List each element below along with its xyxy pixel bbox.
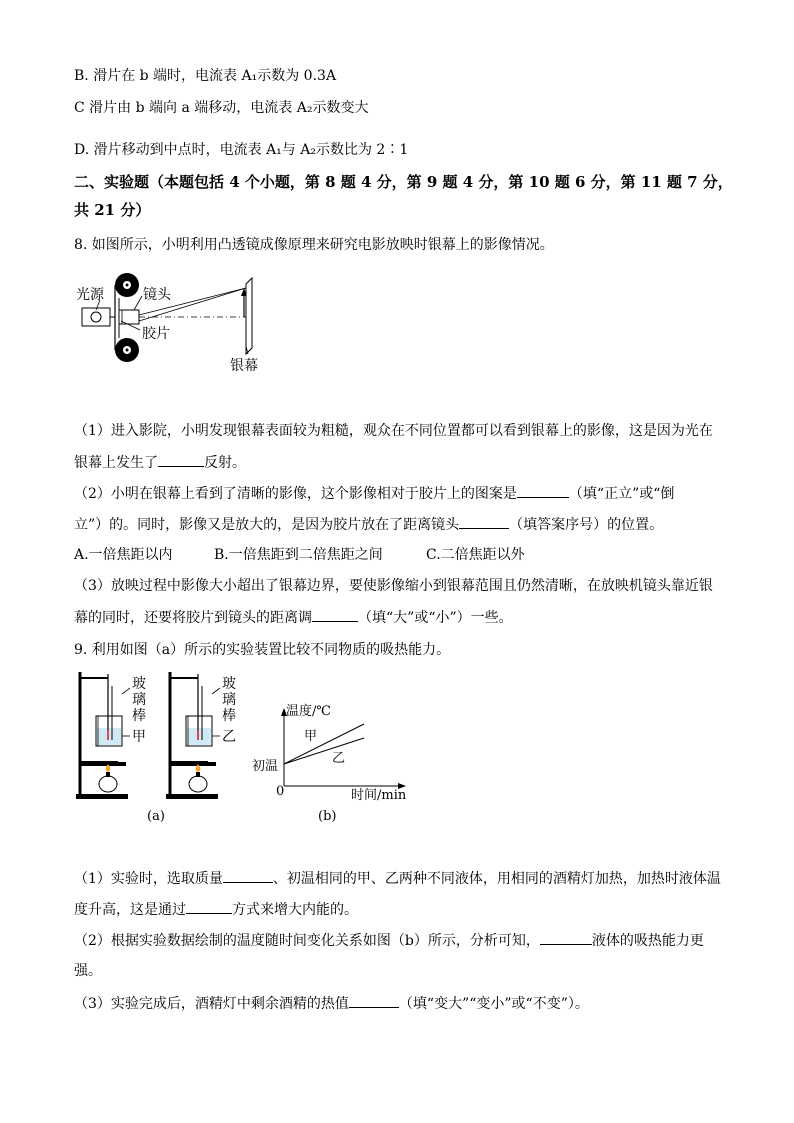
projector-figure bbox=[76, 266, 276, 376]
option-b: B. 滑片在 b 端时，电流表 A₁示数为 0.3A bbox=[74, 68, 337, 84]
q8-p1-text-b: 反射。 bbox=[204, 455, 246, 471]
label-light-source: 光源 bbox=[76, 287, 104, 303]
series-yi-line bbox=[284, 738, 364, 764]
q9-p2-text-a: （2）根据实验数据绘制的温度随时间变化关系如图（b）所示，分析可知， bbox=[74, 933, 540, 949]
q9-p1-line2 bbox=[74, 899, 358, 920]
q9-p1-text-d: 方式来增大内能的。 bbox=[232, 902, 358, 918]
x-axis-label: 时间/min bbox=[351, 788, 407, 803]
q8-choice-b: B.一倍焦距到二倍焦距之间 bbox=[214, 547, 383, 563]
series-jia-line bbox=[284, 724, 364, 764]
q8-answer-blank-2[interactable] bbox=[517, 483, 569, 498]
label-lens: 镜头 bbox=[143, 287, 171, 303]
q9-p1-line1 bbox=[74, 868, 721, 889]
q9-p2-line2: 强。 bbox=[74, 963, 102, 979]
init-temp-label: 初温 bbox=[252, 759, 279, 774]
q8-p2-text-c: 立”）的。同时，影像又是放大的，是因为胶片放在了距离镜头 bbox=[74, 517, 460, 533]
label-screen: 银幕 bbox=[230, 358, 258, 374]
label-rod-2b: 璃 bbox=[222, 692, 236, 708]
q8-p3-text-b: （填“大”或“小”）一些。 bbox=[358, 610, 513, 626]
q9-p2-line1 bbox=[74, 930, 704, 951]
q9-p1-text-b: 、初温相同的甲、乙两种不同液体，用相同的酒精灯加热，加热时液体温 bbox=[272, 871, 721, 887]
option-c: C 滑片由 b 端向 a 端移动，电流表 A₂示数变大 bbox=[74, 100, 369, 116]
q9-p3-line1 bbox=[74, 993, 589, 1014]
temperature-graph bbox=[252, 700, 412, 828]
label-rod-1b: 玻 bbox=[222, 676, 236, 692]
origin-label: 0 bbox=[276, 784, 285, 799]
label-rod-3a: 棒 bbox=[132, 708, 146, 724]
q9-p3-text-a: （3）实验完成后，酒精灯中剩余酒精的热值 bbox=[74, 996, 349, 1012]
q8-p2-line2 bbox=[74, 514, 663, 535]
q8-choice-c: C.二倍焦距以外 bbox=[426, 547, 525, 563]
section-title-line2: 共 21 分） bbox=[74, 201, 151, 219]
q8-answer-blank-1[interactable] bbox=[158, 452, 204, 467]
label-rod-2a: 璃 bbox=[132, 692, 146, 708]
q8-p1-line2 bbox=[74, 452, 246, 473]
q8-p2-text-b: （填“正立”或“倒 bbox=[568, 486, 675, 502]
screen bbox=[246, 278, 252, 354]
apparatus-jia bbox=[76, 672, 130, 799]
q9-answer-blank-2[interactable] bbox=[186, 899, 232, 914]
q8-answer-blank-4[interactable] bbox=[312, 607, 358, 622]
q8-p3-line1: （3）放映过程中影像大小超出了银幕边界，要使影像缩小到银幕范围且仍然清晰，在放映机镜头靠近银 bbox=[74, 578, 713, 594]
caption-b: (b) bbox=[318, 809, 337, 824]
label-film: 胶片 bbox=[142, 326, 170, 342]
q8-p3-line2 bbox=[74, 607, 513, 628]
label-rod-3b: 棒 bbox=[222, 708, 236, 724]
y-axis-label: 温度/℃ bbox=[286, 704, 331, 719]
q8-p2-line1 bbox=[74, 483, 674, 504]
q8-p2-text-a: （2）小明在银幕上看到了清晰的影像，这个影像相对于胶片上的图案是 bbox=[74, 486, 517, 502]
label-liquid-jia: 甲 bbox=[132, 729, 146, 745]
apparatus-figure bbox=[72, 668, 252, 828]
q8-p2-text-d: （填答案序号）的位置。 bbox=[509, 517, 664, 533]
q9-stem: 9. 利用如图（a）所示的实验装置比较不同物质的吸热能力。 bbox=[74, 642, 451, 658]
label-liquid-yi: 乙 bbox=[222, 729, 236, 745]
q8-choice-a: A.一倍焦距以内 bbox=[74, 547, 173, 563]
q9-answer-blank-3[interactable] bbox=[540, 930, 592, 945]
caption-a: (a) bbox=[147, 809, 165, 824]
q9-p1-text-c: 度升高，这是通过 bbox=[74, 902, 186, 918]
q9-answer-blank-1[interactable] bbox=[223, 868, 273, 883]
option-d: D. 滑片移动到中点时，电流表 A₁与 A₂示数比为 2∶1 bbox=[74, 142, 409, 158]
series-jia-label: 甲 bbox=[304, 729, 318, 744]
q8-p3-text-a: 幕的同时，还要将胶片到镜头的距离调 bbox=[74, 610, 312, 626]
section-title-line1: 二、实验题（本题包括 4 个小题，第 8 题 4 分，第 9 题 4 分，第 10 题 6 分，第 11 题 7 分， bbox=[74, 173, 733, 191]
q8-p1-line1: （1）进入影院，小明发现银幕表面较为粗糙，观众在不同位置都可以看到银幕上的影像，这是因为光在 bbox=[74, 423, 713, 439]
q8-choices bbox=[74, 545, 525, 565]
q8-stem: 8. 如图所示，小明利用凸透镜成像原理来研究电影放映时银幕上的影像情况。 bbox=[74, 237, 554, 253]
q8-p1-text-a: 银幕上发生了 bbox=[74, 455, 158, 471]
label-rod-1a: 玻 bbox=[132, 676, 146, 692]
apparatus-yi bbox=[166, 672, 220, 799]
q9-answer-blank-4[interactable] bbox=[349, 993, 399, 1008]
q9-p2-text-b: 液体的吸热能力更 bbox=[591, 933, 704, 949]
q8-answer-blank-3[interactable] bbox=[459, 514, 509, 529]
q9-p1-text-a: （1）实验时，选取质量 bbox=[74, 871, 223, 887]
series-yi-label: 乙 bbox=[332, 751, 346, 766]
q9-p3-text-b: （填“变大”“变小”或“不变”）。 bbox=[398, 996, 589, 1012]
